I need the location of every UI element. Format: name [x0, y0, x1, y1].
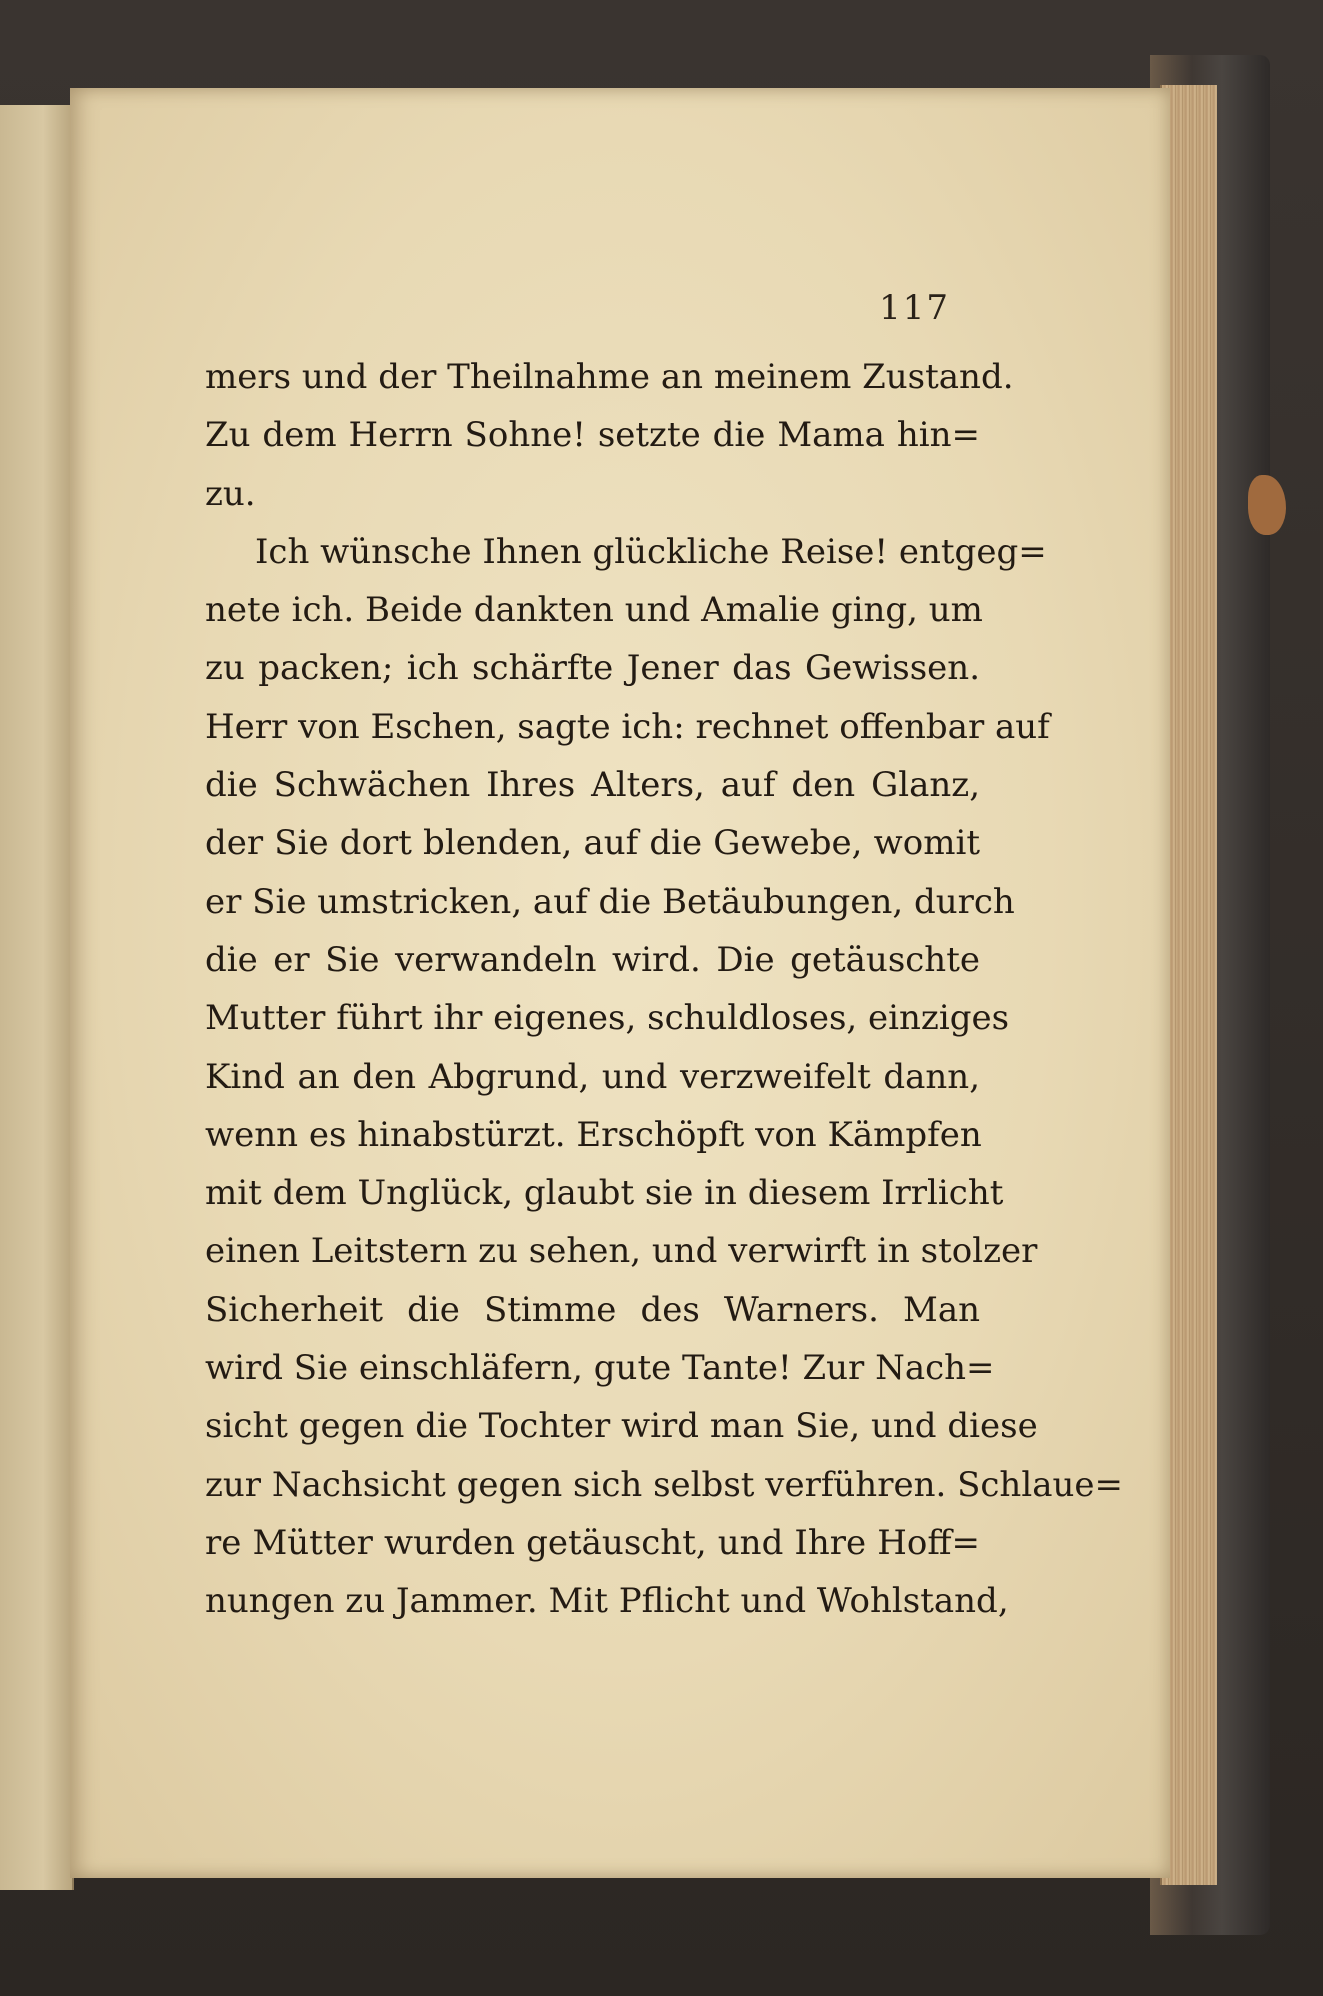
- facing-page-edge: [0, 105, 74, 1890]
- text-line: nungen zu Jammer. Mit Pflicht und Wohlstand,: [205, 1581, 1009, 1622]
- text-line: die Schwächen Ihres Alters, auf den Glanz,: [205, 765, 980, 806]
- text-line: er Sie umstricken, auf die Betäubungen, durch: [205, 881, 1015, 922]
- page-number: 117: [879, 288, 950, 328]
- text-line: einen Leitstern zu sehen, und verwirft in stolzer: [205, 1231, 1038, 1272]
- text-line: re Mütter wurden getäuscht, und Ihre Hoff=: [205, 1522, 980, 1563]
- text-line: Herr von Eschen, sagte ich: rechnet offenbar auf: [205, 706, 1050, 747]
- text-line: zu.: [205, 473, 256, 514]
- text-line: zu packen; ich schärfte Jener das Gewissen.: [205, 648, 980, 689]
- text-line: wird Sie einschläfern, gute Tante! Zur Nach=: [205, 1348, 995, 1389]
- text-line: mit dem Unglück, glaubt sie in diesem Irrlicht: [205, 1173, 1004, 1214]
- text-line: der Sie dort blenden, auf die Gewebe, womit: [205, 823, 980, 864]
- text-line: sicht gegen die Tochter wird man Sie, und diese: [205, 1406, 1038, 1447]
- text-line: Ich wünsche Ihnen glückliche Reise! entgeg=: [255, 531, 1047, 572]
- text-line: Sicherheit die Stimme des Warners. Man: [205, 1289, 980, 1330]
- book-page: [70, 88, 1170, 1878]
- text-line: Zu dem Herrn Sohne! setzte die Mama hin=: [205, 415, 980, 456]
- text-line: mers und der Theilnahme an meinem Zustand.: [205, 357, 1014, 397]
- text-line: nete ich. Beide dankten und Amalie ging, um: [205, 590, 983, 631]
- text-line: wenn es hinabstürzt. Erschöpft von Kämpfen: [205, 1114, 982, 1155]
- text-block: [205, 348, 1123, 1631]
- text-line: Kind an den Abgrund, und verzweifelt dann,: [205, 1056, 980, 1097]
- text-line: Mutter führt ihr eigenes, schuldloses, einziges: [205, 998, 1010, 1039]
- text-line: zur Nachsicht gegen sich selbst verführen. Schlaue=: [205, 1464, 1123, 1505]
- text-line: die er Sie verwandeln wird. Die getäuschte: [205, 939, 980, 980]
